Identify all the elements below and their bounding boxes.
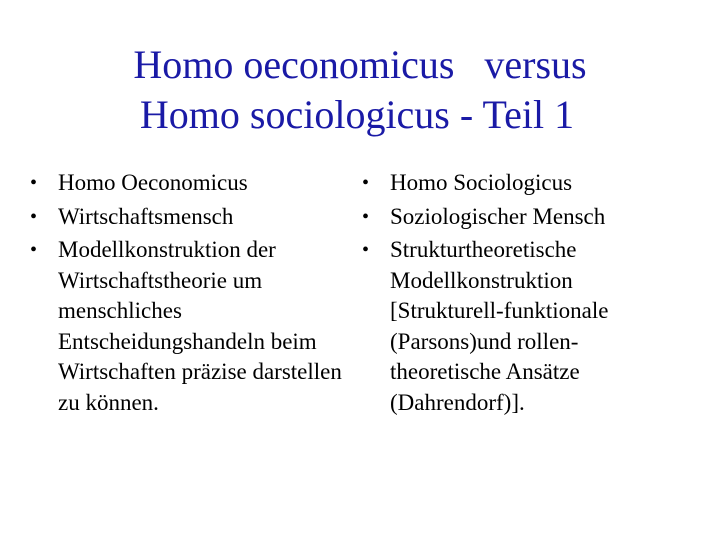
right-bullet-item [362,202,702,233]
title-line-2: Homo sociologicus - Teil 1 [139,92,575,137]
left-bullet-item [30,168,360,199]
left-bullet-text: Homo Oeconomicus [58,170,248,195]
bullet-icon: • [30,239,38,261]
title-line-1: Homo oeconomicus versus [133,42,587,87]
left-bullet-item [30,202,360,233]
right-bullet-text: Strukturtheoretische Modellkonstruktion [Strukturell-funktionale (Parsons)und rollen-theoretische Ansätze (Dahrendorf)]. [390,237,609,415]
left-bullet-text: Modellkonstruktion der Wirtschaftstheorie um menschliches Entscheidungshandeln beim Wirtschaften präzise darstellen zu können. [58,237,342,415]
bullet-icon: • [362,239,370,261]
bullet-icon: • [30,205,38,228]
right-column [362,168,702,421]
bullet-icon: • [362,172,370,194]
left-bullet-text: Wirtschaftsmensch [58,203,234,229]
right-bullet-item [362,235,680,418]
left-column [30,168,360,421]
right-bullet-item [362,168,702,199]
right-bullet-text: Homo Sociologicus [390,170,573,195]
right-bullet-text: Soziologischer Mensch [390,203,606,229]
slide-title [0,40,720,140]
bullet-icon: • [362,205,370,228]
left-bullet-list [30,168,360,418]
left-bullet-item [30,235,358,418]
right-bullet-list [362,168,702,418]
bullet-icon: • [30,172,38,194]
